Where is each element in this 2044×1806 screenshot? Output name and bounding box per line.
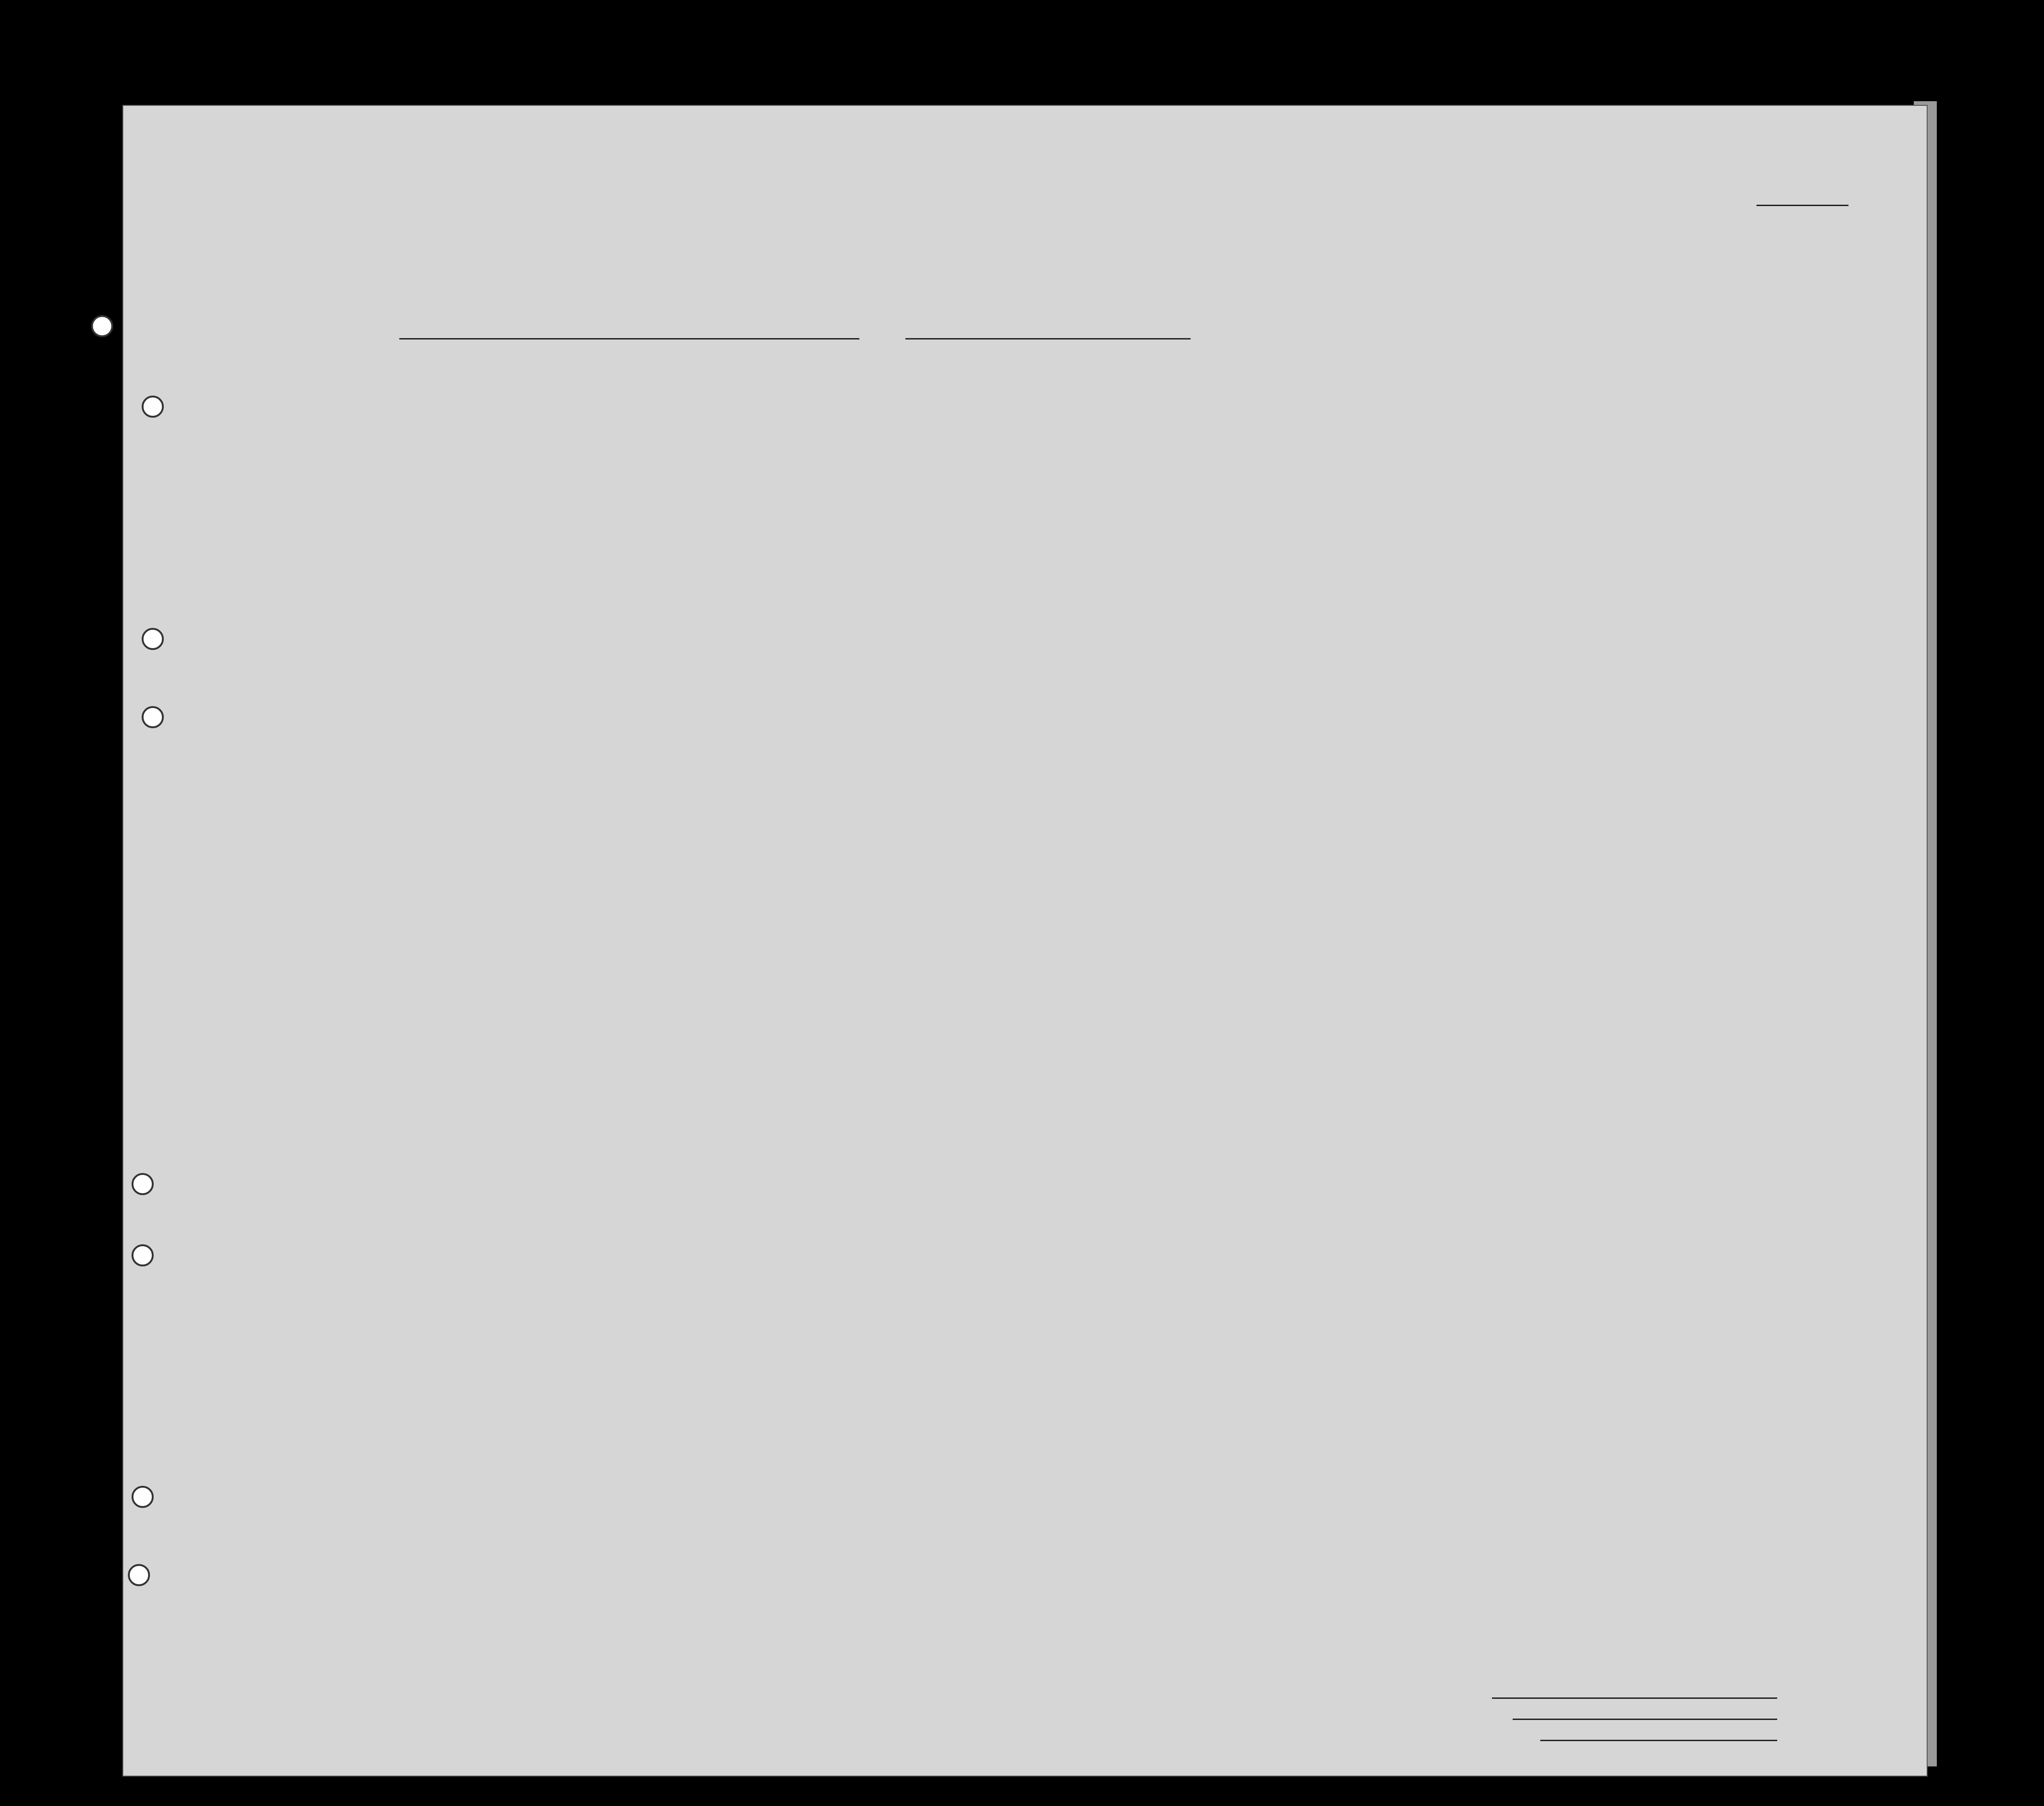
agents-underline <box>1540 1740 1777 1741</box>
manifest-sheet <box>123 106 1927 1776</box>
manifest-grid <box>123 106 1927 1776</box>
owners-underline <box>1513 1719 1777 1720</box>
line-underline <box>1492 1697 1777 1699</box>
binder-hole <box>91 315 113 337</box>
